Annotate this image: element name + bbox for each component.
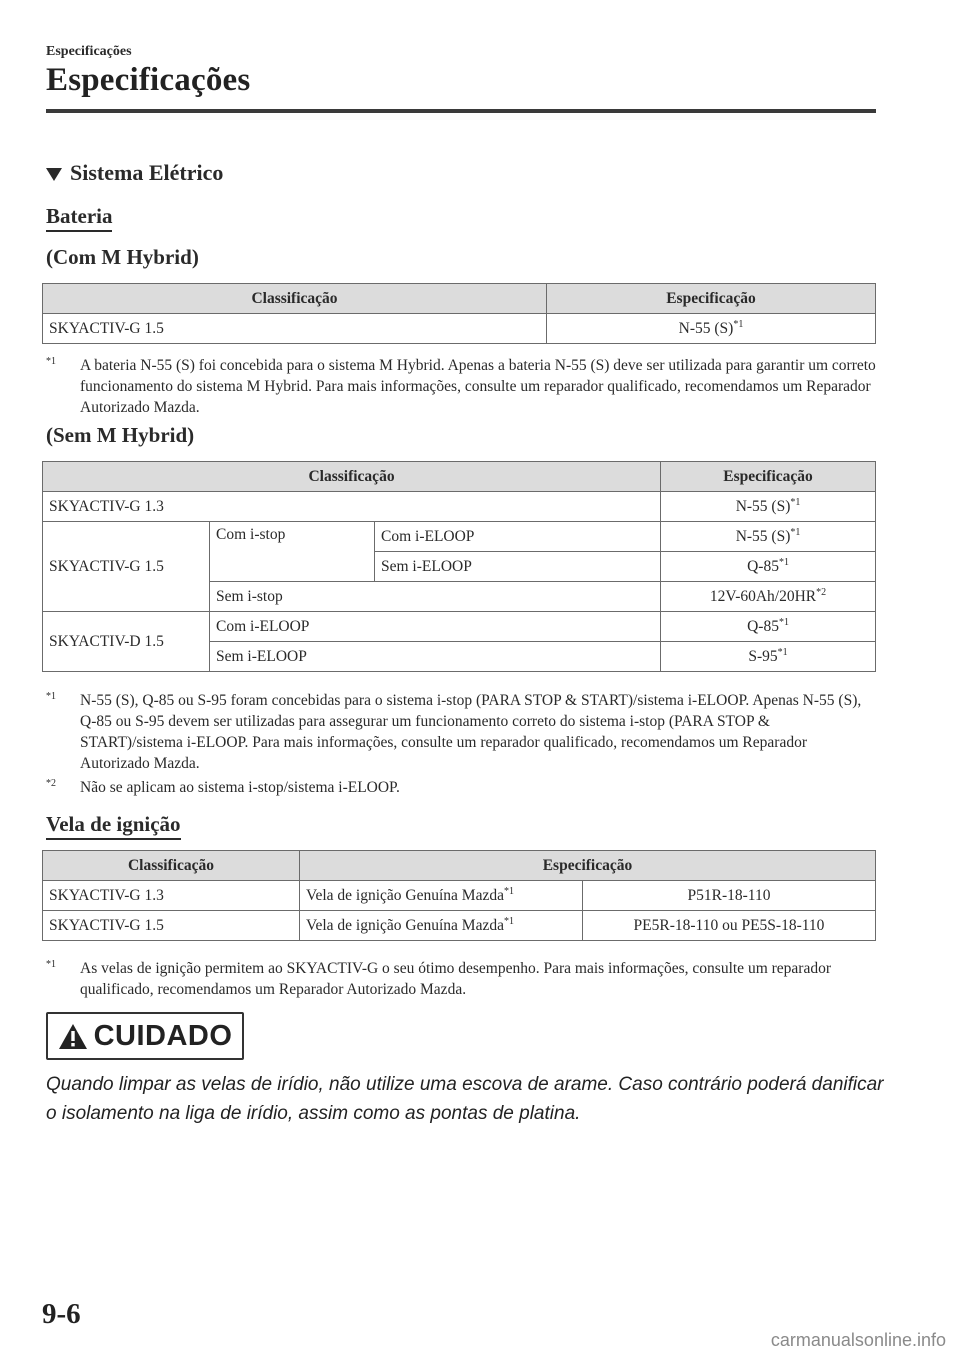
footnote-vela [46,958,876,1000]
page-number: 9-6 [42,1298,81,1330]
cell-spec: N-55 $(S)^{*1}$ [661,522,876,552]
bateria-heading: Bateria [46,204,112,232]
cell-class: SKYACTIV-G 1.3 [43,881,300,911]
cell-class-g15: SKYACTIV-G 1.5 [43,522,210,612]
cell-d-sem-iloop: Sem i-ELOOP [210,642,661,672]
section-heading [46,160,223,186]
section-title: Sistema Elétrico [70,160,224,185]
page-title: Especificações [46,62,251,98]
cell-type: Vela de ignição Genuína Mazda$^{*1}$ [300,911,583,941]
cell-spec: N-55 $(S)^{*1}$ [547,314,876,344]
cell-com-istop: Com i-stop [210,522,375,582]
footnote-mark: *1 [46,958,56,970]
footnote-ref: *1 [790,496,801,508]
cell-spec: N-55 $(S)^{*1}$ [661,492,876,522]
cell-sem-istop: Sem i-stop [210,582,661,612]
col-classification: Classificação [43,851,300,881]
footnote-hybrid [46,355,876,418]
footnote-ref: *2 [816,586,827,598]
table-row [43,314,876,344]
col-specification: Especificação [300,851,876,881]
footnote-text: As velas de ignição permitem ao SKYACTIV-G o seu ótimo desempenho. Para mais informações, consulte um reparador qualificado, recomendamos um Reparador Autorizado Mazda. [80,960,831,998]
footnote-ref: *1 [503,915,514,927]
vela-heading: Vela de ignição [46,812,181,840]
cell-class: SKYACTIV-G 1.5 [43,911,300,941]
without-hybrid-heading: (Sem M Hybrid) [46,423,195,447]
footnote-ref: *1 [777,646,788,658]
col-classification: Classificação [43,284,547,314]
cell-spec: S-95$^{*1}$ [661,642,876,672]
footnote-mark: *1 [46,355,56,367]
footnote-text: N-55 (S), Q-85 ou S-95 foram concebidas para o sistema i-stop (PARA STOP & START)/sistema i-ELOOP. Apenas N-55 (S), Q-85 ou S-95 devem ser utilizadas para assegurar um funcionamento correto do sistema i-stop (PARA STOP & START)/sistema i-ELOOP. Para mais informações, consulte um reparador qualificado, recomendamos um Reparador Autorizado Mazda. [80,692,862,772]
footnote-2 [46,777,876,798]
footnote-ref: *1 [733,318,744,330]
col-classification: Classificação [43,462,661,492]
table-row [43,522,876,552]
cell-spec: 12V-60Ah/20HR$^{*2}$ [661,582,876,612]
footnote-text: A bateria N-55 (S) foi concebida para o sistema M Hybrid. Apenas a bateria N-55 (S) deve ser utilizada para garantir um correto funcionamento do sistema M Hybrid. Para mais informações, consulte um reparador qualificado, recomendamos um Reparador Autorizado Mazda. [80,357,876,416]
cell-com-iloop: Com i-ELOOP [375,522,661,552]
with-hybrid-heading: (Com M Hybrid) [46,245,199,269]
footnote-mark: *1 [46,690,56,702]
battery-table-without-hybrid [42,461,876,672]
running-head: Especificações [46,44,132,59]
footnote-1 [46,690,876,774]
footnote-ref: *1 [790,526,801,538]
cell-sem-iloop: Sem i-ELOOP [375,552,661,582]
table-row [43,492,876,522]
footnote-text: Não se aplicam ao sistema i-stop/sistema i-ELOOP. [80,779,400,796]
warning-triangle-icon [58,1023,88,1050]
cell-class-d15: SKYACTIV-D 1.5 [43,612,210,672]
battery-table-with-hybrid [42,283,876,344]
table-row [43,911,876,941]
watermark: carmanualsonline.info [770,1330,946,1350]
triangle-bullet-icon [46,168,62,181]
footnote-mark: *2 [46,777,56,789]
title-rule [46,109,876,113]
col-specification: Especificação [661,462,876,492]
cell-spec: Q-85$^{*1}$ [661,552,876,582]
col-specification: Especificação [547,284,876,314]
cell-class: SKYACTIV-G 1.3 [43,492,661,522]
cell-spec: P51R-18-110 [583,881,876,911]
cell-class: SKYACTIV-G 1.5 [43,314,547,344]
cell-d-com-iloop: Com i-ELOOP [210,612,661,642]
footnote-ref: *1 [503,885,514,897]
footnote-ref: *1 [778,616,789,628]
caution-label-box [46,1012,244,1060]
caution-label: CUIDADO [93,1019,233,1052]
cell-spec: Q-85$^{*1}$ [661,612,876,642]
table-row [43,881,876,911]
table-row [43,612,876,642]
cell-spec: PE5R-18-110 ou PE5S-18-110 [583,911,876,941]
caution-text: Quando limpar as velas de irídio, não utilize uma escova de arame. Caso contrário poderá danificar o isolamento na liga de irídio, assim como as pontas de platina. [46,1074,884,1124]
cell-type: Vela de ignição Genuína Mazda$^{*1}$ [300,881,583,911]
spark-plug-table [42,850,876,941]
footnote-ref: *1 [778,556,789,568]
